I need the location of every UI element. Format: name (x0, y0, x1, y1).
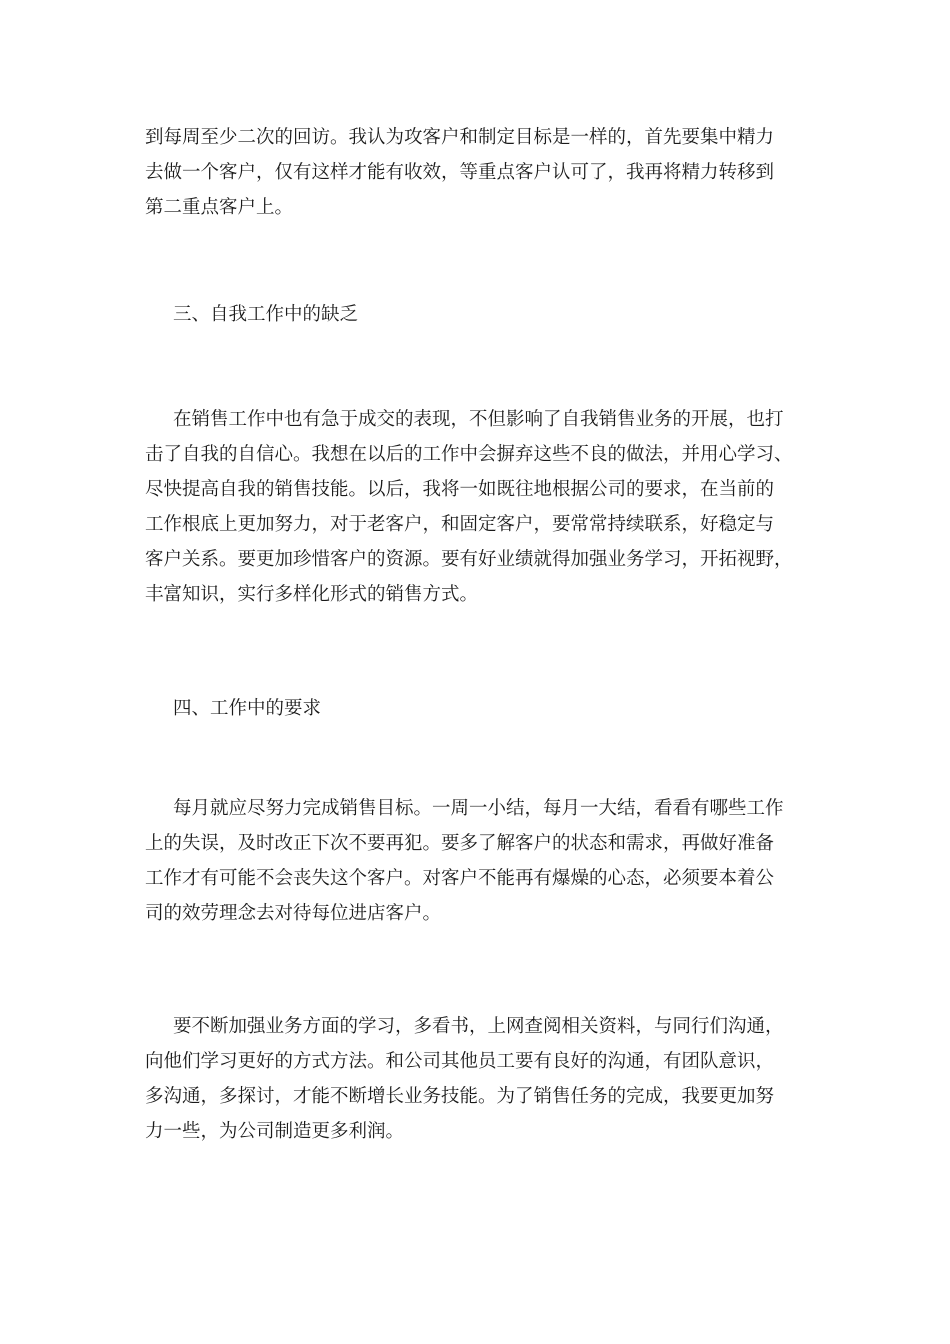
paragraph-line: 每月就应尽努力完成销售目标。一周一小结，每月一大结，看看有哪些工作 (173, 798, 784, 819)
paragraph-line: 尽快提高自我的销售技能。以后，我将一如既往地根据公司的要求，在当前的 (145, 479, 775, 500)
paragraph-learning (145, 1009, 810, 1149)
paragraph-shortcomings (145, 402, 810, 612)
paragraph-line: 上的失误，及时改正下次不要再犯。要多了解客户的状态和需求，再做好准备 (145, 833, 775, 854)
paragraph-line: 第二重点客户上。 (145, 197, 294, 218)
paragraph-line: 要不断加强业务方面的学习，多看书，上网查阅相关资料，与同行们沟通， (173, 1016, 784, 1037)
paragraph-line: 在销售工作中也有急于成交的表现，不但影响了自我销售业务的开展，也打 (173, 409, 784, 430)
paragraph-requirements (145, 791, 810, 931)
paragraph-line: 到每周至少二次的回访。我认为攻客户和制定目标是一样的，首先要集中精力 (145, 127, 775, 148)
paragraph-line: 多沟通，多探讨，才能不断增长业务技能。为了销售任务的完成，我要更加努 (145, 1086, 775, 1107)
section-heading-text: 三、自我工作中的缺乏 (173, 304, 359, 325)
paragraph-continued (145, 120, 810, 225)
paragraph-line: 司的效劳理念去对待每位进店客户。 (145, 903, 442, 924)
paragraph-line: 击了自我的自信心。我想在以后的工作中会摒弃这些不良的做法，并用心学习、 (145, 444, 793, 465)
paragraph-line: 客户关系。要更加珍惜客户的资源。要有好业绩就得加强业务学习，开拓视野， (145, 549, 793, 570)
paragraph-line: 去做一个客户，仅有这样才能有收效，等重点客户认可了，我再将精力转移到 (145, 162, 775, 183)
section-heading-4 (145, 691, 810, 726)
section-heading-text: 四、工作中的要求 (173, 698, 322, 719)
paragraph-line: 工作根底上更加努力，对于老客户，和固定客户，要常常持续联系，好稳定与 (145, 514, 775, 535)
paragraph-line: 丰富知识，实行多样化形式的销售方式。 (145, 584, 479, 605)
section-heading-3 (145, 297, 810, 332)
paragraph-line: 工作才有可能不会丧失这个客户。对客户不能再有爆燥的心态，必须要本着公 (145, 868, 775, 889)
paragraph-line: 力一些，为公司制造更多利润。 (145, 1121, 405, 1142)
paragraph-line: 向他们学习更好的方式方法。和公司其他员工要有良好的沟通，有团队意识， (145, 1051, 775, 1072)
